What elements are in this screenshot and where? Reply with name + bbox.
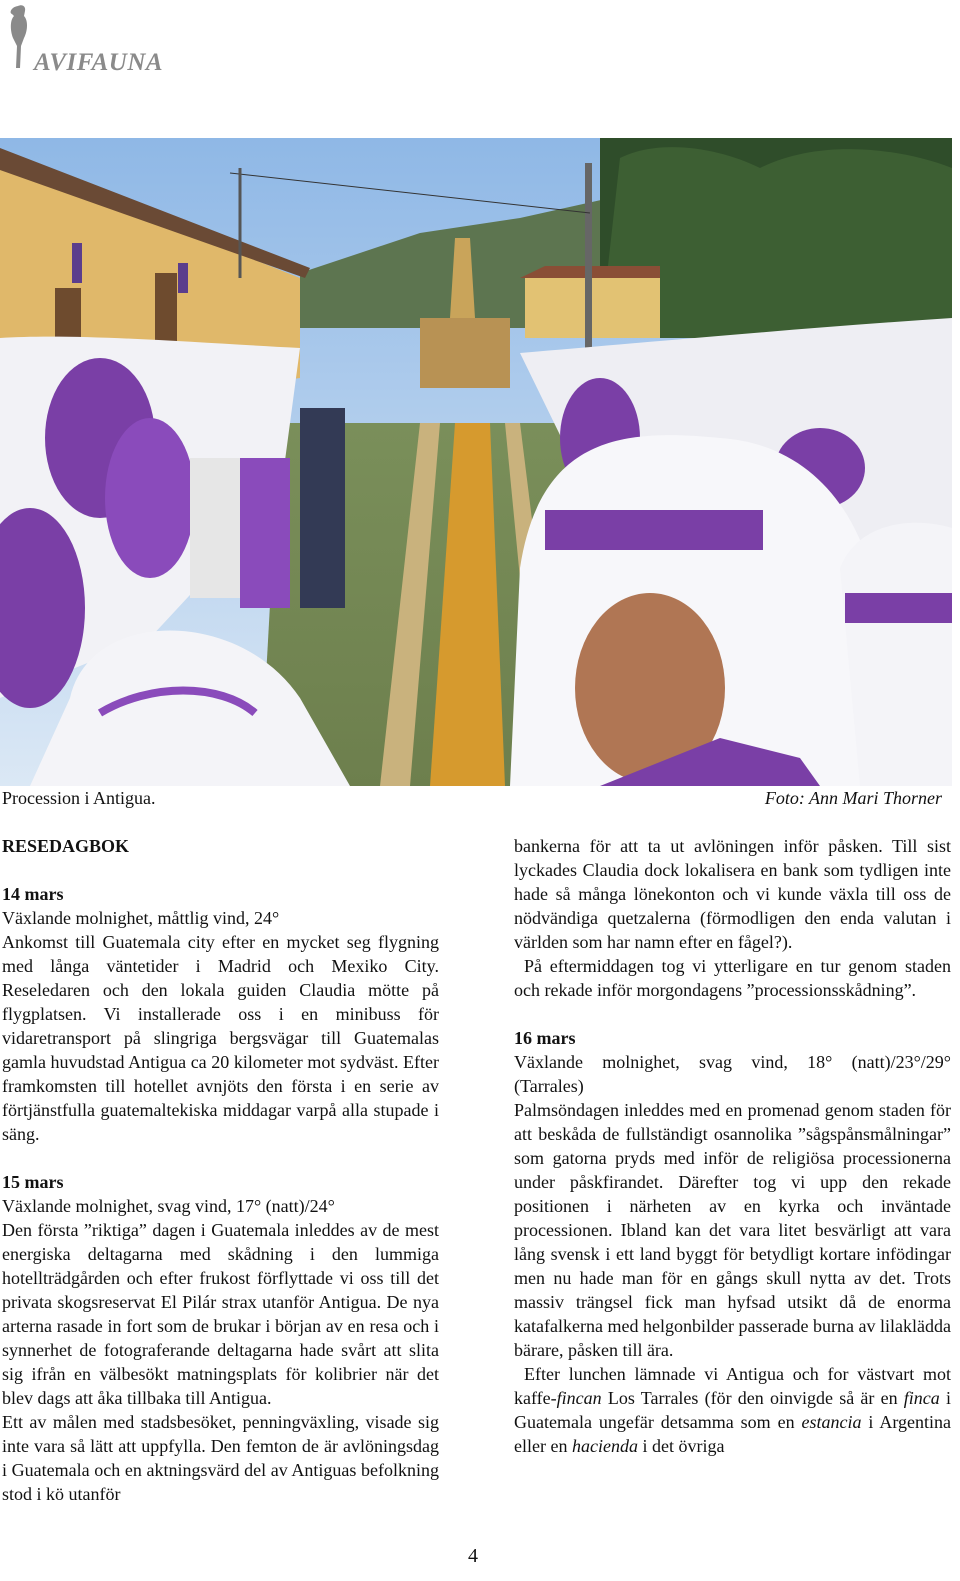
day2-date: 15 mars: [2, 1172, 64, 1192]
day2-paragraph-3: bankerna för att ta ut avlöningen inför påsken. Till sist lyckades Claudia dock lokalisera en bank som tydligen inte hade så många lönekonton och vi kunde växla till oss de nödvändiga quetzalerna (förmodligen den enda valutan i världen som har namn efter en fågel?).: [514, 836, 951, 952]
day3-text-d: i Argentina eller en: [514, 1412, 951, 1456]
page-number: 4: [468, 1545, 478, 1567]
day1-date: 14 mars: [2, 884, 64, 904]
day1-weather: Växlande molnighet, måttlig vind, 24°: [2, 908, 280, 928]
day3-term-fincan: fincan: [556, 1388, 602, 1408]
article-title: RESEDAGBOK: [2, 836, 130, 856]
day3-term-finca: finca: [903, 1388, 940, 1408]
day3-text-e: i det övriga: [637, 1436, 725, 1456]
procession-photo: [0, 138, 952, 786]
day3-paragraph-1: Palmsöndagen inleddes med en promenad genom staden för att beskåda de fullständigt osannolika ”sågspånsmålningar” som gatorna pryds med inför de religiösa processionerna under påskfirandet. Därefter tog vi upp den rekade positionen i närheten av en kyrka och inväntade processionen. Ibland kan det vara litet besvärligt att vara lång svensk i ett land byggt för betydligt kortare infödingar men nu hade man för en gångs skull nytta av det. Trots massiv trängsel fick man hyfsad utsikt då de enorma katafalkerna med helgonbilder passerade burna av lilaklädda bärare, påsken till ära.: [514, 1100, 951, 1360]
day2-paragraph-4: På eftermiddagen tog vi ytterligare en tur genom staden och rekade inför morgondagens ”processionsskådning”.: [514, 956, 951, 1000]
day2-weather: Växlande molnighet, svag vind, 17° (natt)/24°: [2, 1196, 335, 1216]
day3-paragraph-2: [514, 1362, 951, 1458]
day2-paragraph-2: Ett av målen med stadsbesöket, penningväxling, visade sig inte vara så lätt att uppfylla. Den femton de är avlöningsdag i Guatemala och en aktningsvärd del av Antiguas befolkning stod i kö utanför: [2, 1412, 439, 1504]
day3-date: 16 mars: [514, 1028, 576, 1048]
day3-term-estancia: estancia: [801, 1412, 862, 1432]
day3-weather: Växlande molnighet, svag vind, 18° (natt)/23°/29° (Tarrales): [514, 1052, 951, 1096]
day3-term-hacienda: hacienda: [571, 1436, 638, 1456]
day3-text-c: i Guatemala ungefär detsamma som en: [514, 1388, 951, 1432]
day2-paragraph-1: Den första ”riktiga” dagen i Guatemala inleddes av de mest energiska deltagarna med skådning i den lummiga hotellträdgården och efter frukost förflyttade vi oss till det privata skogsreservat El Pilár strax utanför Antigua. De nya arterna rasade in fort som de brukar i början av en resa och i synnerhet de fotograferande deltagarna hade svårt att slita sig ifrån en välbesökt matningsplats för kolibrier när det blev dags att åka tillbaka till Antigua.: [2, 1220, 439, 1408]
avifauna-logo: [4, 2, 184, 82]
photo-credit: Foto: Ann Mari Thorner: [764, 788, 942, 808]
right-column: [514, 834, 951, 1458]
day3-text-b: Los Tarrales (för den oinvigde så är en: [601, 1388, 904, 1408]
photo-caption: Procession i Antigua.: [2, 788, 156, 808]
day1-text: Ankomst till Guatemala city efter en mycket seg flygning med långa väntetider i Madrid och Mexiko City. Reseledaren och den lokala guiden Claudia mötte på flygplatsen. Vi installerade oss i en minibuss för vidaretransport på slingriga bergsvägar till Guatemalas gamla huvudstad Antigua ca 20 kilometer mot sydväst. Efter framkomsten till hotellet avnjöts den första i en serie av förtjänstfulla guatemaltekiska middagar varpå alla stupade i säng.: [2, 932, 439, 1144]
logo-text: AVIFAUNA: [34, 49, 164, 76]
left-column: [2, 834, 439, 1506]
day3-text-a: Efter lunchen lämnade vi Antigua och for västvart mot kaffe-: [514, 1364, 951, 1408]
